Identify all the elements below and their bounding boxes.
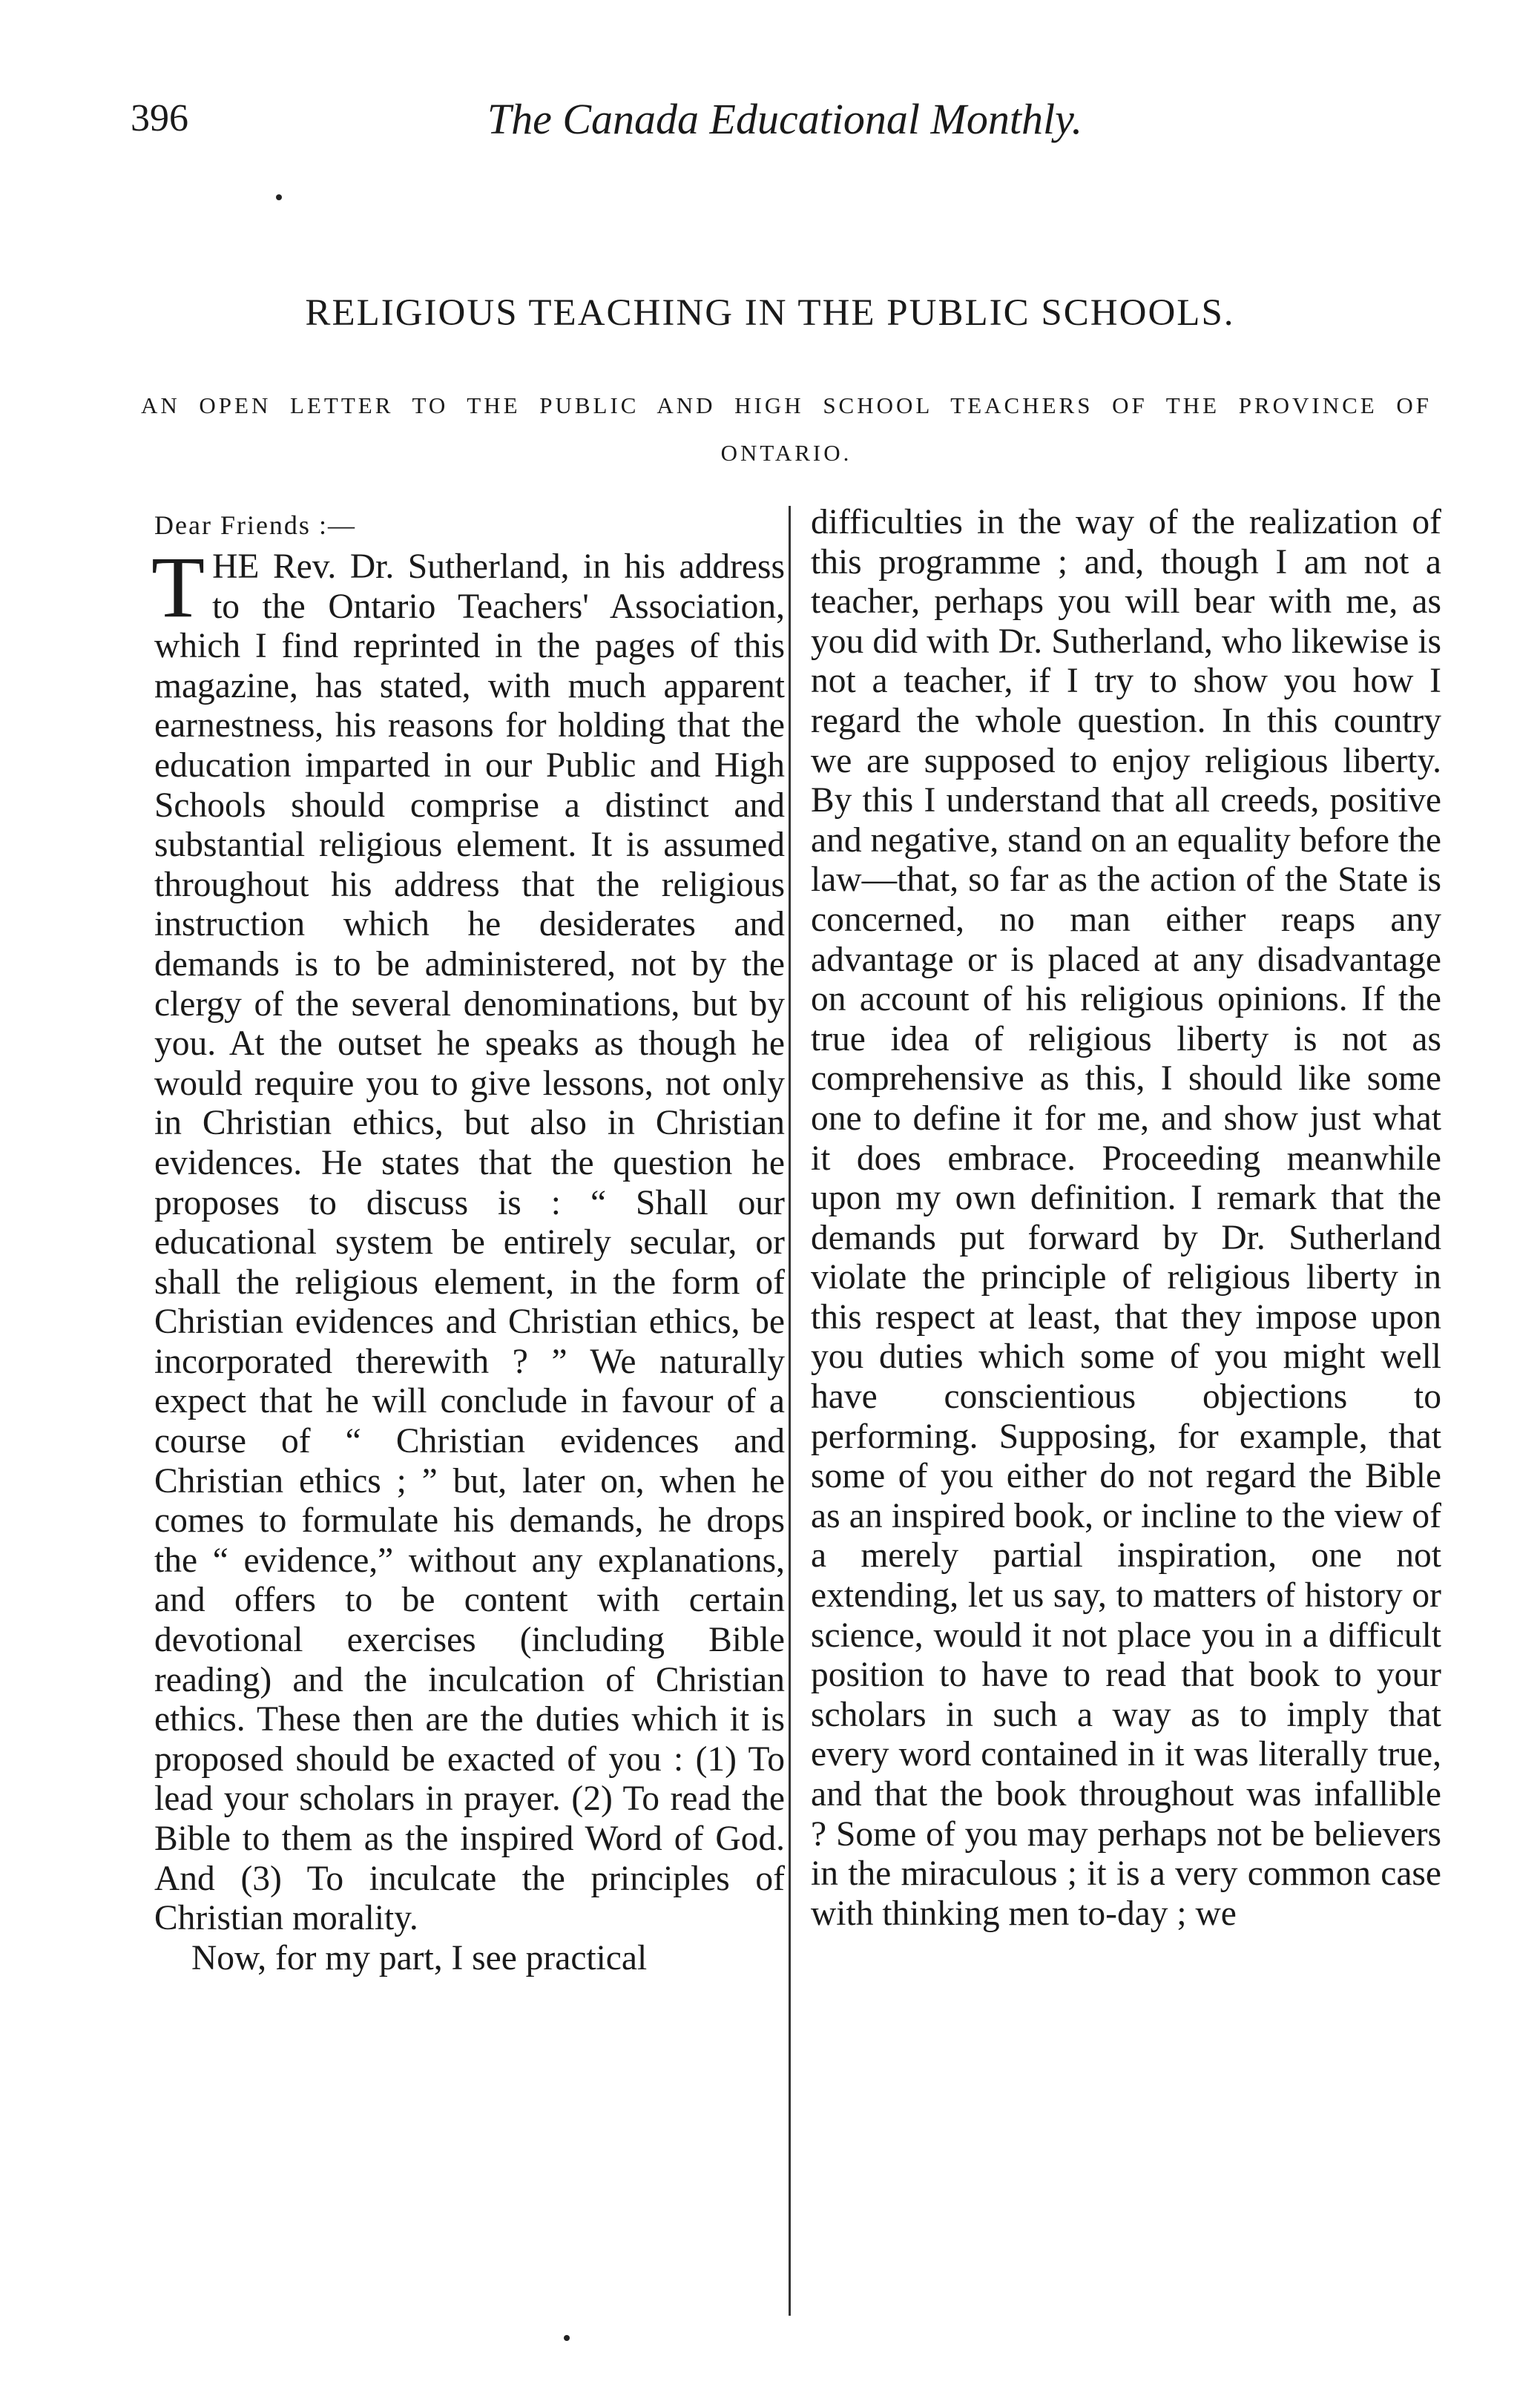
paragraph: difficulties in the way of the realization of this programme ; and, though I am not a teacher, perhaps you will bear with me, as you did with Dr. Sutherland, who likewise is not a teacher, if I try to show you how I regard the whole question. In this country we are supposed to enjoy religious liberty. By this I understand that all creeds, positive and negative, stand on an equality before the law—that, so far as the action of the State is concerned, no man either reaps any advantage or is placed at any disadvantage on account of his religious opinions. If the true idea of religious liberty is not as comprehensive as this, I should like some one to define it for me, and show just what it does embrace. Proceeding meanwhile upon my own definition. I remark that the demands put forward by Dr. Sutherland violate the principle of religious liberty in this respect at least, that they impose upon you duties which some of you might well have conscientious objections to performing. Supposing, for example, that some of you either do not regard the Bible as an inspired book, or incline to the view of a merely partial inspiration, one not extending, let us say, to matters of history or science, would it not place you in a difficult position to have to read that book to your scholars in such a way as to imply that every word contained in it was literally true, and that the book throughout was infallible ? Some of you may perhaps not be believers in the miraculous ; it is a very common case with thinking men to-day ; we xyxy=(811,503,1441,1933)
paragraph xyxy=(151,539,785,1939)
drop-cap: T xyxy=(151,539,205,636)
ink-speck xyxy=(276,194,282,200)
text-column-right xyxy=(811,503,1441,1934)
salutation: Dear Friends :— xyxy=(154,510,356,540)
page-number: 396 xyxy=(131,97,188,139)
article-subtitle: AN OPEN LETTER TO THE PUBLIC AND HIGH SCHOOL TEACHERS OF THE PROVINCE OF ONTARIO. xyxy=(141,392,1432,466)
paragraph: Now, for my part, I see practical xyxy=(191,1938,648,1977)
paragraph-text: HE Rev. Dr. Sutherland, in his address to the Ontario Teachers' Association, which I find reprinted in the pages of this magazine, has stated, with much apparent earnestness, his reasons for holding that the education imparted in our Public and High Schools should comprise a distinct and substantial religious element. It is assumed throughout his address that the religious instruction which he desiderates and demands is to be administered, not by the clergy of the several denominations, but by you. At the outset he speaks as though he would require you to give lessons, not only in Christian ethics, but also in Christian evidences. He states that the question he proposes to discuss is : “ Shall our educational system be entirely secular, or shall the religious element, in the form of Christian evidences and Christian ethics, be incorporated therewith ? ” We naturally expect that he will conclude in favour of a course of “ Christian evidences and Christian ethics ; ” but, later on, when he comes to formulate his demands, he drops the “ evidence,” without any explanations, and offers to be content with certain devotional exercises (including Bible reading) and the inculcation of Christian ethics. These then are the duties which it is proposed should be exacted of you : (1) To lead your scholars in prayer. (2) To read the Bible to them as the inspired Word of God. And (3) To inculcate the principles of Christian morality. xyxy=(154,547,785,1938)
column-divider xyxy=(789,506,791,2316)
text-column-left xyxy=(151,503,785,1978)
ink-speck xyxy=(564,2335,570,2341)
journal-title: The Canada Educational Monthly. xyxy=(487,95,1083,143)
article-title: RELIGIOUS TEACHING IN THE PUBLIC SCHOOLS. xyxy=(305,292,1235,334)
